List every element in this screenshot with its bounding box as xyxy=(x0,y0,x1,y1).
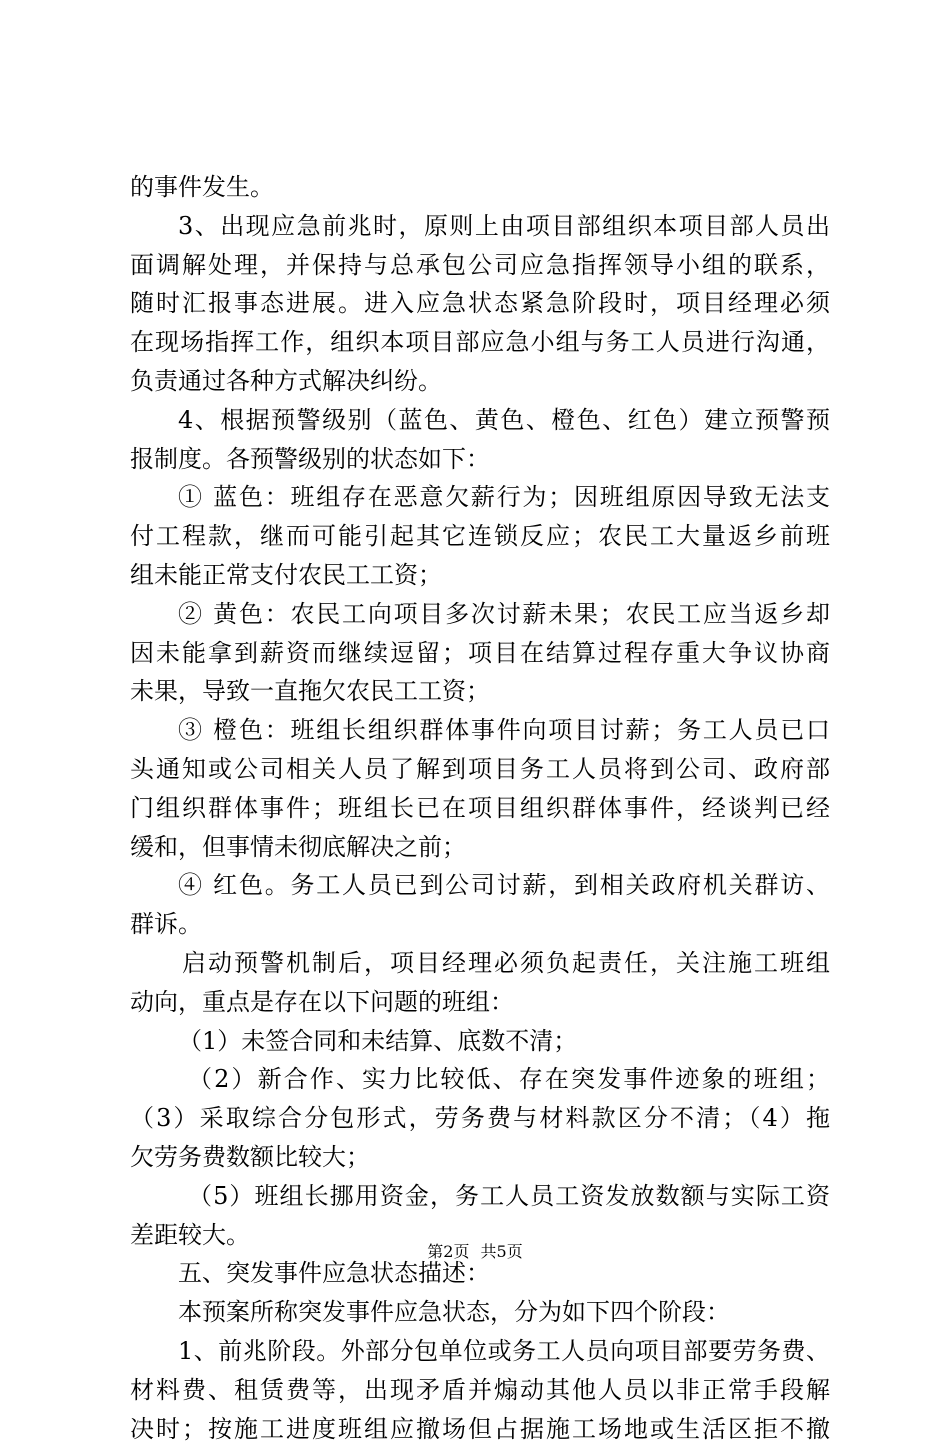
text-line: 随时汇报事态进展。进入应急状态紧急阶段时，项目经理必须 xyxy=(130,284,830,323)
text-line: 付工程款，继而可能引起其它连锁反应；农民工大量返乡前班 xyxy=(130,517,830,556)
text-line: 启动预警机制后，项目经理必须负起责任，关注施工班组 xyxy=(130,944,830,983)
text-line: 头通知或公司相关人员了解到项目务工人员将到公司、政府部 xyxy=(130,750,830,789)
text-line: （1）未签合同和未结算、底数不清； xyxy=(130,1022,830,1061)
text-line: 欠劳务费数额比较大； xyxy=(130,1138,830,1177)
text-line: 在现场指挥工作，组织本项目部应急小组与务工人员进行沟通， xyxy=(130,323,830,362)
text-line: 负责通过各种方式解决纠纷。 xyxy=(130,362,830,401)
text-line: 本预案所称突发事件应急状态，分为如下四个阶段： xyxy=(130,1293,830,1332)
text-line: 3、出现应急前兆时，原则上由项目部组织本项目部人员出 xyxy=(130,207,830,246)
text-line: ③ 橙色：班组长组织群体事件向项目讨薪；务工人员已口 xyxy=(130,711,830,750)
text-line: 门组织群体事件；班组长已在项目组织群体事件，经谈判已经 xyxy=(130,789,830,828)
text-line: 决时；按施工进度班组应撤场但占据施工场地或生活区拒不撤 xyxy=(130,1410,830,1448)
page-footer xyxy=(0,1242,950,1262)
text-line: 因未能拿到薪资而继续逗留；项目在结算过程存重大争议协商 xyxy=(130,634,830,673)
text-line: ① 蓝色：班组存在恶意欠薪行为；因班组原因导致无法支 xyxy=(130,478,830,517)
page-number: 第2页 xyxy=(427,1242,469,1261)
text-line: 缓和，但事情未彻底解决之前； xyxy=(130,828,830,867)
text-line: 群诉。 xyxy=(130,905,830,944)
text-line: ④ 红色。务工人员已到公司讨薪，到相关政府机关群访、 xyxy=(130,866,830,905)
text-line: 4、根据预警级别（蓝色、黄色、橙色、红色）建立预警预 xyxy=(130,401,830,440)
text-line: ② 黄色：农民工向项目多次讨薪未果；农民工应当返乡却 xyxy=(130,595,830,634)
text-line: （3）采取综合分包形式，劳务费与材料款区分不清；（4）拖 xyxy=(130,1099,830,1138)
text-line: 未果，导致一直拖欠农民工工资； xyxy=(130,672,830,711)
text-line: 组未能正常支付农民工工资； xyxy=(130,556,830,595)
text-line: 差距较大。 xyxy=(130,1216,830,1255)
text-line: 五、突发事件应急状态描述： xyxy=(130,1254,830,1293)
page-total: 共5页 xyxy=(481,1242,523,1261)
text-line: 1、前兆阶段。外部分包单位或务工人员向项目部要劳务费、 xyxy=(130,1332,830,1371)
text-line: 的事件发生。 xyxy=(130,168,830,207)
text-line: 动向，重点是存在以下问题的班组： xyxy=(130,983,830,1022)
text-line: 面调解处理，并保持与总承包公司应急指挥领导小组的联系， xyxy=(130,246,830,285)
text-line: （2）新合作、实力比较低、存在突发事件迹象的班组； xyxy=(130,1060,830,1099)
text-line: 材料费、租赁费等，出现矛盾并煽动其他人员以非正常手段解 xyxy=(130,1371,830,1410)
text-line: （5）班组长挪用资金，务工人员工资发放数额与实际工资 xyxy=(130,1177,830,1216)
text-line: 报制度。各预警级别的状态如下： xyxy=(130,440,830,479)
